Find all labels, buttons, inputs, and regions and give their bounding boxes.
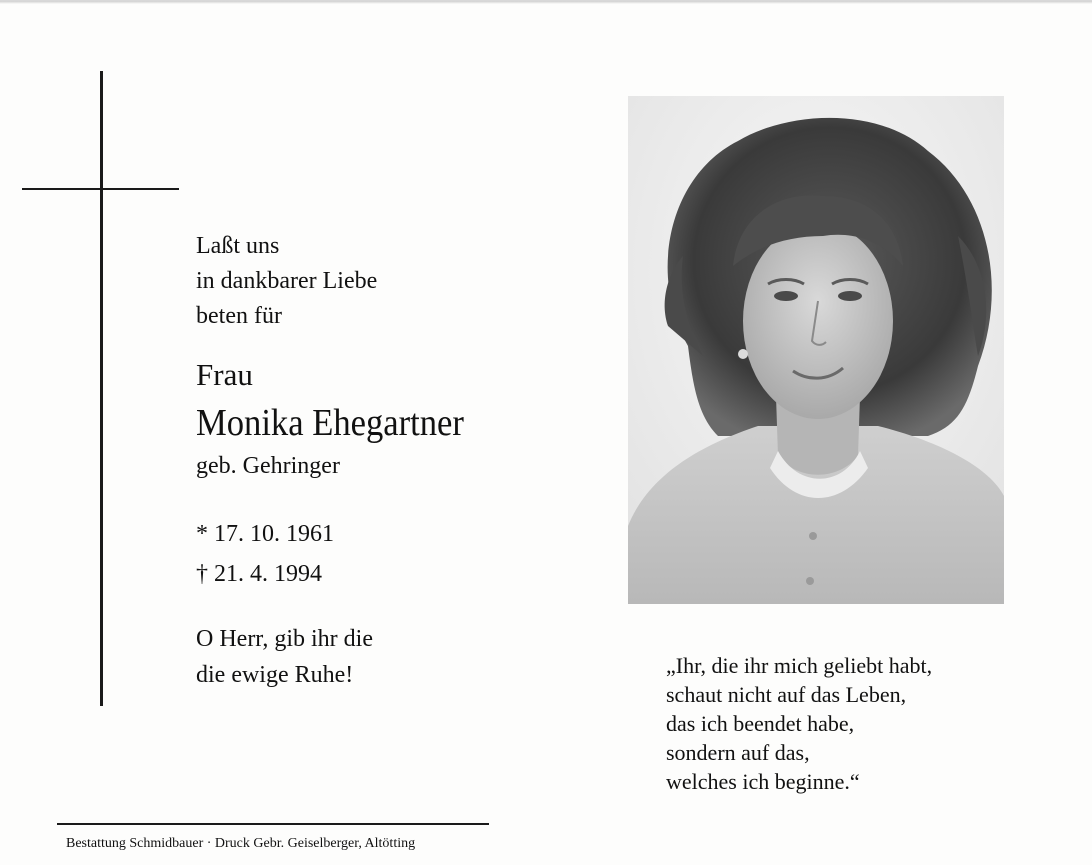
- footer-credits: Bestattung Schmidbauer · Druck Gebr. Geiselberger, Altötting: [66, 836, 416, 851]
- death-date: † 21. 4. 1994: [196, 561, 322, 587]
- quote-line: das ich beendet habe,: [666, 711, 855, 736]
- prayer-text: [196, 621, 373, 693]
- intro-line: beten für: [196, 303, 282, 329]
- quote-line: schaut nicht auf das Leben,: [666, 682, 907, 707]
- birth-date: * 17. 10. 1961: [196, 521, 334, 547]
- cross-horizontal-bar: [22, 188, 179, 190]
- quote-text: [666, 651, 932, 796]
- quote-line: sondern auf das,: [666, 740, 810, 765]
- maiden-name: geb. Gehringer: [196, 453, 340, 479]
- prayer-line: O Herr, gib ihr die: [196, 626, 373, 652]
- quote-line: welches ich beginne.“: [666, 769, 860, 794]
- intro-text: [196, 229, 377, 334]
- prayer-line: die ewige Ruhe!: [196, 662, 354, 688]
- intro-line: Laßt uns: [196, 233, 280, 259]
- fold-shadow: [0, 1, 1092, 4]
- portrait-photo: [628, 96, 1004, 604]
- footer-rule: [57, 823, 489, 825]
- salutation: Frau: [196, 357, 253, 392]
- life-dates: [196, 514, 334, 594]
- deceased-name: Monika Ehegartner: [196, 402, 464, 444]
- quote-line: „Ihr, die ihr mich geliebt habt,: [666, 653, 933, 678]
- intro-line: in dankbarer Liebe: [196, 268, 378, 294]
- cross-vertical-bar: [100, 71, 103, 706]
